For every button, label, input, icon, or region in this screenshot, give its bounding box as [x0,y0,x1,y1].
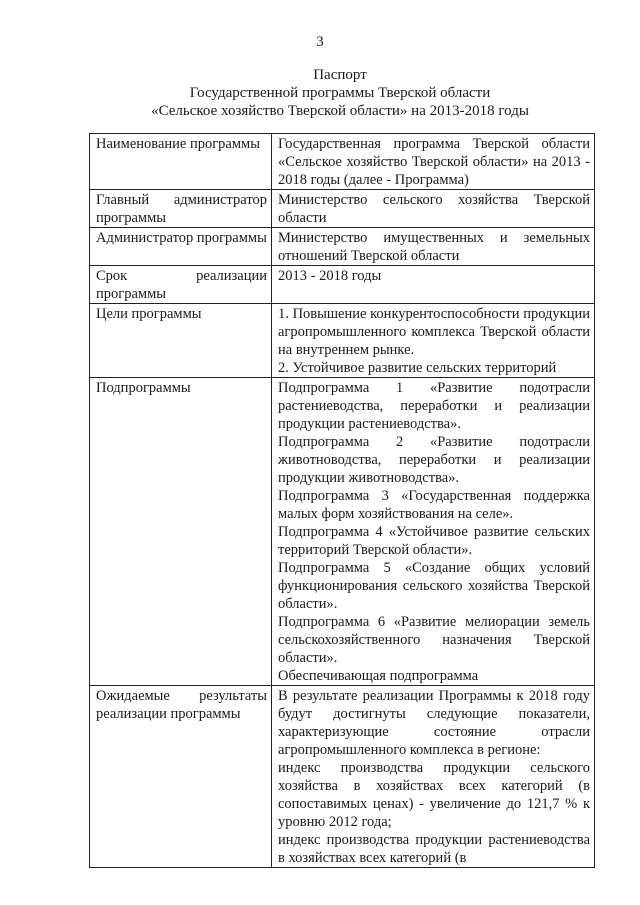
goal-item: 1. Повышение конкурентоспособности продукции агропромышленного комплекса Тверской области на внутреннем рынке. [278,306,590,358]
row-value: 2013 - 2018 годы [272,266,595,304]
table-row [90,266,595,304]
row-value: Министерство имущественных и земельных отношений Тверской области [272,228,595,266]
row-value [272,304,595,378]
row-label: Подпрограммы [90,378,272,686]
row-label: Срок реализации программы [90,266,272,304]
row-label: Цели программы [90,304,272,378]
subprogram-item: Подпрограмма 5 «Создание общих условий функционирования сельского хозяйства Тверской области». [278,560,590,612]
title-line-2: Государственной программы Тверской области [189,85,491,101]
row-label: Ожидаемые результаты реализации программы [90,686,272,868]
row-label: Администратор программы [90,228,272,266]
row-value [272,686,595,868]
row-value [272,378,595,686]
result-item: В результате реализации Программы к 2018 году будут достигнуты следующие показатели, характеризующие состояние отрасли агропромышленного комплекса в регионе: [278,688,590,758]
table-row [90,134,595,190]
title-line-3: «Сельское хозяйство Тверской области» на 2013-2018 годы [151,103,529,119]
row-label: Наименование программы [90,134,272,190]
subprogram-item: Подпрограмма 1 «Развитие подотрасли растениеводства, переработки и реализации продукции растениеводства». [278,380,590,432]
row-value: Государственная программа Тверской области «Сельское хозяйство Тверской области» на 2013 - 2018 годы (далее - Программа) [272,134,595,190]
passport-table [89,133,595,868]
subprogram-item: Подпрограмма 4 «Устойчивое развитие сельских территорий Тверской области». [278,524,590,558]
page-number: 3 [316,34,324,50]
table-row [90,304,595,378]
row-label: Главный администратор программы [90,190,272,228]
subprogram-item: Подпрограмма 6 «Развитие мелиорации земель сельскохозяйственного назначения Тверской области». [278,614,590,666]
goal-item: 2. Устойчивое развитие сельских территорий [278,360,557,376]
result-item: индекс производства продукции растениеводства в хозяйствах всех категорий (в [278,832,590,866]
table-row [90,190,595,228]
title-line-1: Паспорт [313,67,367,83]
row-value: Министерство сельского хозяйства Тверской области [272,190,595,228]
table-row [90,686,595,868]
subprogram-item: Обеспечивающая подпрограмма [278,668,479,684]
subprogram-item: Подпрограмма 3 «Государственная поддержка малых форм хозяйствования на селе». [278,488,590,522]
table-row [90,228,595,266]
result-item: индекс производства продукции сельского хозяйства в хозяйствах всех категорий (в сопоставимых ценах) - увеличение до 121,7 % к уровню 2012 года; [278,760,590,830]
subprogram-item: Подпрограмма 2 «Развитие подотрасли животноводства, переработки и реализации продукции животноводства». [278,434,590,486]
table-row [90,378,595,686]
document-title [60,66,620,120]
